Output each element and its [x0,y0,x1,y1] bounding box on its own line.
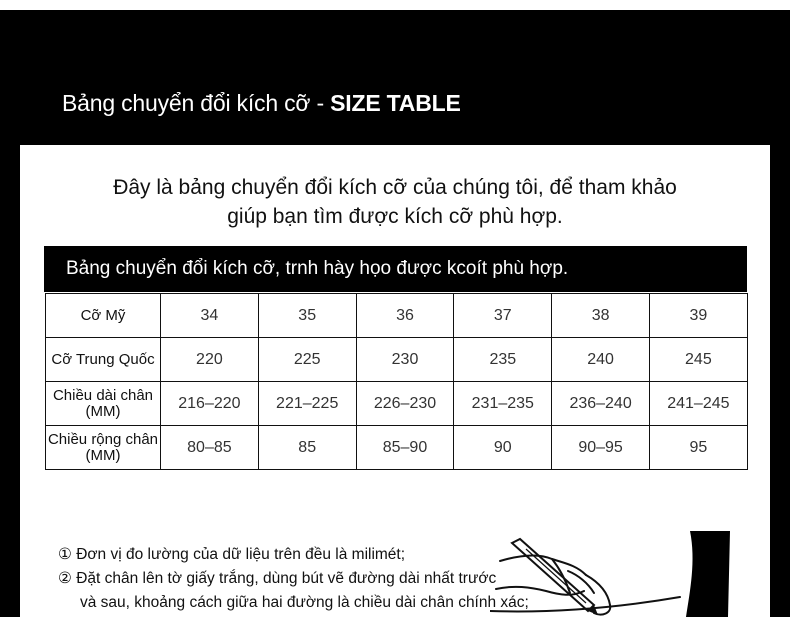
table-cell: 90–95 [552,426,650,470]
table-cell: 221–225 [258,382,356,426]
page-title-vi: Bảng chuyển đổi kích cỡ - [62,90,331,116]
table-cell: 85–90 [356,426,454,470]
content-panel [20,145,770,617]
table-row [46,294,748,338]
table-cell: 241–245 [649,382,747,426]
table-cell: 34 [161,294,259,338]
table-row [46,382,748,426]
hand-drawing-pen-icon [490,531,770,617]
table-cell: 226–230 [356,382,454,426]
table-cell: 38 [552,294,650,338]
intro-text [20,173,770,231]
table-cell: 37 [454,294,552,338]
page-title [62,90,461,117]
row-label: Cỡ Trung Quốc [46,338,161,382]
table-cell: 95 [649,426,747,470]
note-line-1: ① Đơn vị đo lường của dữ liệu trên đều là milimét; [58,546,406,563]
table-cell: 35 [258,294,356,338]
pen-icon [512,539,598,615]
table-cell: 230 [356,338,454,382]
foot-silhouette [686,531,730,617]
table-row [46,426,748,470]
top-band [0,0,790,10]
notes [58,543,529,615]
table-row [46,338,748,382]
intro-line-1: Đây là bảng chuyển đổi kích cỡ của chúng tôi, để tham khảo [113,176,677,199]
table-cell: 80–85 [161,426,259,470]
table-cell: 90 [454,426,552,470]
size-table [45,293,748,470]
table-cell: 231–235 [454,382,552,426]
table-cell: 216–220 [161,382,259,426]
table-cell: 236–240 [552,382,650,426]
intro-line-2: giúp bạn tìm được kích cỡ phù hợp. [227,205,563,228]
table-cell: 36 [356,294,454,338]
table-cell: 245 [649,338,747,382]
note-line-2: ② Đặt chân lên tờ giấy trắng, dùng bút vẽ đường dài nhất trước [58,570,497,587]
table-cell: 220 [161,338,259,382]
table-cell: 85 [258,426,356,470]
row-label: Chiều rộng chân (MM) [46,426,161,470]
row-label: Chiều dài chân (MM) [46,382,161,426]
table-cell: 235 [454,338,552,382]
table-cell: 225 [258,338,356,382]
note-line-3: và sau, khoảng cách giữa hai đường là chiều dài chân chính xác; [80,594,529,611]
table-cell: 39 [649,294,747,338]
table-cell: 240 [552,338,650,382]
row-label: Cỡ Mỹ [46,294,161,338]
size-table-body [46,294,748,470]
table-heading-bar: Bảng chuyển đổi kích cỡ, trnh hày họo được kcoít phù hợp. [44,246,747,292]
page-title-en: SIZE TABLE [330,90,461,116]
